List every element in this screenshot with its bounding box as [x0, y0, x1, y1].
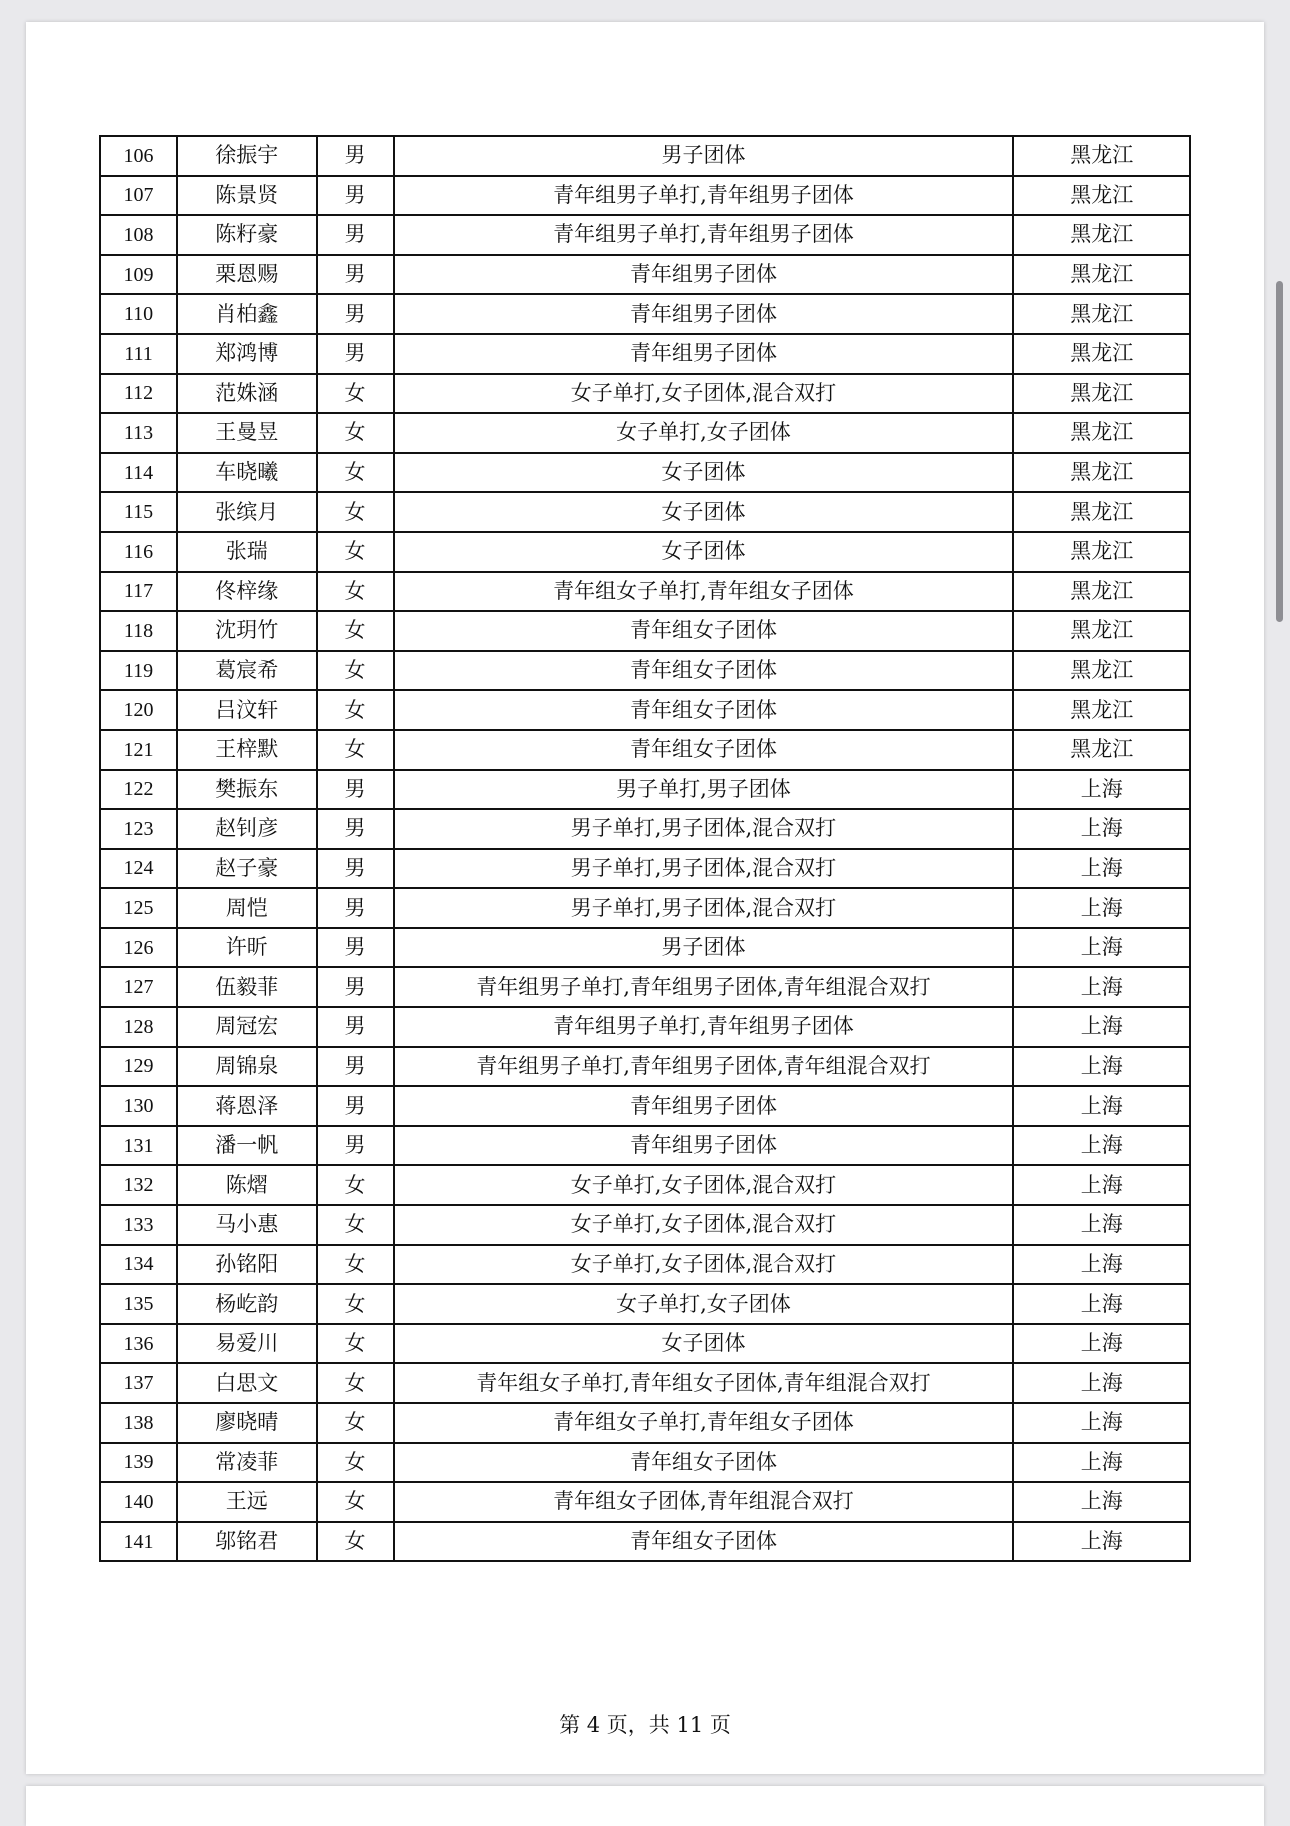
cell-name: 郑鸿博	[177, 334, 317, 374]
vertical-scrollbar[interactable]	[1276, 281, 1283, 622]
table-row	[100, 770, 1190, 810]
table-row	[100, 1403, 1190, 1443]
table-row	[100, 888, 1190, 928]
cell-number: 134	[100, 1245, 177, 1285]
cell-name: 杨屹韵	[177, 1284, 317, 1324]
cell-gender: 女	[317, 1403, 394, 1443]
cell-number: 119	[100, 651, 177, 691]
cell-gender: 男	[317, 215, 394, 255]
table-row	[100, 374, 1190, 414]
cell-gender: 男	[317, 294, 394, 334]
table-row	[100, 1522, 1190, 1562]
cell-gender: 女	[317, 1165, 394, 1205]
cell-events: 女子单打,女子团体,混合双打	[394, 374, 1014, 414]
cell-name: 肖柏鑫	[177, 294, 317, 334]
cell-events: 女子团体	[394, 492, 1014, 532]
cell-name: 陈籽豪	[177, 215, 317, 255]
cell-name: 许昕	[177, 928, 317, 968]
cell-region: 黑龙江	[1013, 651, 1190, 691]
cell-gender: 女	[317, 1324, 394, 1364]
cell-events: 男子单打,男子团体,混合双打	[394, 849, 1014, 889]
cell-events: 青年组男子单打,青年组男子团体,青年组混合双打	[394, 967, 1014, 1007]
cell-events: 青年组女子团体	[394, 1443, 1014, 1483]
cell-gender: 男	[317, 255, 394, 295]
cell-events: 青年组女子单打,青年组女子团体	[394, 1403, 1014, 1443]
cell-name: 樊振东	[177, 770, 317, 810]
table-row	[100, 1245, 1190, 1285]
table-row	[100, 1363, 1190, 1403]
cell-region: 上海	[1013, 1245, 1190, 1285]
cell-number: 133	[100, 1205, 177, 1245]
cell-number: 106	[100, 136, 177, 176]
cell-number: 135	[100, 1284, 177, 1324]
cell-region: 上海	[1013, 1482, 1190, 1522]
cell-number: 107	[100, 176, 177, 216]
cell-events: 青年组男子团体	[394, 255, 1014, 295]
table-row	[100, 928, 1190, 968]
cell-name: 蒋恩泽	[177, 1086, 317, 1126]
cell-region: 黑龙江	[1013, 611, 1190, 651]
cell-events: 青年组女子单打,青年组女子团体	[394, 572, 1014, 612]
cell-gender: 男	[317, 770, 394, 810]
cell-name: 张缤月	[177, 492, 317, 532]
table-row	[100, 611, 1190, 651]
cell-number: 110	[100, 294, 177, 334]
cell-region: 上海	[1013, 1403, 1190, 1443]
cell-region: 上海	[1013, 849, 1190, 889]
cell-region: 上海	[1013, 1165, 1190, 1205]
cell-region: 黑龙江	[1013, 492, 1190, 532]
cell-name: 赵钊彦	[177, 809, 317, 849]
table-row	[100, 1284, 1190, 1324]
cell-number: 131	[100, 1126, 177, 1166]
table-row	[100, 1047, 1190, 1087]
cell-events: 青年组女子团体	[394, 611, 1014, 651]
cell-region: 黑龙江	[1013, 532, 1190, 572]
cell-events: 青年组男子单打,青年组男子团体	[394, 215, 1014, 255]
cell-events: 青年组男子单打,青年组男子团体	[394, 176, 1014, 216]
cell-gender: 女	[317, 651, 394, 691]
cell-region: 黑龙江	[1013, 136, 1190, 176]
cell-region: 黑龙江	[1013, 215, 1190, 255]
cell-region: 上海	[1013, 770, 1190, 810]
cell-number: 109	[100, 255, 177, 295]
cell-name: 易爱川	[177, 1324, 317, 1364]
cell-number: 114	[100, 453, 177, 493]
cell-number: 128	[100, 1007, 177, 1047]
cell-gender: 女	[317, 1245, 394, 1285]
cell-gender: 男	[317, 967, 394, 1007]
cell-gender: 女	[317, 611, 394, 651]
cell-gender: 女	[317, 492, 394, 532]
cell-region: 上海	[1013, 1205, 1190, 1245]
cell-number: 139	[100, 1443, 177, 1483]
cell-name: 陈熠	[177, 1165, 317, 1205]
cell-region: 上海	[1013, 1047, 1190, 1087]
cell-gender: 女	[317, 374, 394, 414]
table-row	[100, 1165, 1190, 1205]
table-row	[100, 1086, 1190, 1126]
table-row	[100, 1443, 1190, 1483]
cell-events: 男子团体	[394, 928, 1014, 968]
cell-name: 周锦泉	[177, 1047, 317, 1087]
cell-events: 青年组女子团体	[394, 730, 1014, 770]
cell-gender: 女	[317, 413, 394, 453]
cell-number: 124	[100, 849, 177, 889]
cell-region: 黑龙江	[1013, 413, 1190, 453]
cell-region: 上海	[1013, 1007, 1190, 1047]
cell-number: 116	[100, 532, 177, 572]
cell-region: 上海	[1013, 928, 1190, 968]
cell-name: 徐振宇	[177, 136, 317, 176]
cell-number: 113	[100, 413, 177, 453]
cell-name: 吕汶轩	[177, 690, 317, 730]
cell-events: 青年组女子单打,青年组女子团体,青年组混合双打	[394, 1363, 1014, 1403]
cell-gender: 男	[317, 334, 394, 374]
cell-events: 青年组男子团体	[394, 294, 1014, 334]
cell-gender: 男	[317, 1007, 394, 1047]
next-page-edge	[26, 1786, 1264, 1826]
cell-region: 黑龙江	[1013, 690, 1190, 730]
cell-events: 青年组女子团体	[394, 690, 1014, 730]
table-row	[100, 651, 1190, 691]
cell-name: 孙铭阳	[177, 1245, 317, 1285]
cell-name: 邬铭君	[177, 1522, 317, 1562]
cell-name: 潘一帆	[177, 1126, 317, 1166]
cell-events: 青年组女子团体,青年组混合双打	[394, 1482, 1014, 1522]
cell-gender: 女	[317, 1205, 394, 1245]
cell-region: 上海	[1013, 1086, 1190, 1126]
cell-name: 王梓默	[177, 730, 317, 770]
cell-number: 129	[100, 1047, 177, 1087]
table-row	[100, 492, 1190, 532]
athlete-table	[99, 135, 1191, 1562]
cell-name: 马小惠	[177, 1205, 317, 1245]
cell-name: 王曼昱	[177, 413, 317, 453]
cell-region: 黑龙江	[1013, 453, 1190, 493]
cell-name: 车晓曦	[177, 453, 317, 493]
table-row	[100, 967, 1190, 1007]
cell-number: 136	[100, 1324, 177, 1364]
cell-events: 青年组男子单打,青年组男子团体	[394, 1007, 1014, 1047]
table-row	[100, 730, 1190, 770]
cell-number: 125	[100, 888, 177, 928]
cell-name: 张瑞	[177, 532, 317, 572]
cell-number: 126	[100, 928, 177, 968]
cell-name: 伍毅菲	[177, 967, 317, 1007]
cell-number: 115	[100, 492, 177, 532]
cell-region: 黑龙江	[1013, 255, 1190, 295]
cell-events: 女子单打,女子团体	[394, 413, 1014, 453]
table-row	[100, 1126, 1190, 1166]
cell-events: 青年组男子团体	[394, 1126, 1014, 1166]
cell-region: 上海	[1013, 888, 1190, 928]
cell-name: 葛宸希	[177, 651, 317, 691]
cell-gender: 女	[317, 1482, 394, 1522]
table-row	[100, 255, 1190, 295]
table-row	[100, 849, 1190, 889]
table-row	[100, 215, 1190, 255]
cell-name: 佟梓缘	[177, 572, 317, 612]
cell-gender: 男	[317, 809, 394, 849]
cell-gender: 男	[317, 1047, 394, 1087]
cell-name: 周恺	[177, 888, 317, 928]
cell-events: 女子团体	[394, 532, 1014, 572]
table-row	[100, 1007, 1190, 1047]
table-row	[100, 809, 1190, 849]
table-row	[100, 690, 1190, 730]
table-row	[100, 413, 1190, 453]
cell-region: 黑龙江	[1013, 334, 1190, 374]
cell-name: 王远	[177, 1482, 317, 1522]
cell-events: 男子单打,男子团体	[394, 770, 1014, 810]
table-row	[100, 1205, 1190, 1245]
cell-number: 140	[100, 1482, 177, 1522]
cell-number: 122	[100, 770, 177, 810]
cell-number: 118	[100, 611, 177, 651]
table-row	[100, 532, 1190, 572]
cell-gender: 女	[317, 1363, 394, 1403]
page-number-footer: 第 4 页，共 11 页	[559, 1713, 731, 1737]
cell-gender: 男	[317, 849, 394, 889]
table-row	[100, 136, 1190, 176]
cell-name: 白思文	[177, 1363, 317, 1403]
cell-number: 111	[100, 334, 177, 374]
cell-gender: 女	[317, 453, 394, 493]
cell-region: 上海	[1013, 1284, 1190, 1324]
cell-region: 上海	[1013, 967, 1190, 1007]
cell-events: 男子单打,男子团体,混合双打	[394, 809, 1014, 849]
cell-gender: 男	[317, 928, 394, 968]
table-row	[100, 453, 1190, 493]
cell-region: 黑龙江	[1013, 374, 1190, 414]
cell-region: 黑龙江	[1013, 730, 1190, 770]
cell-number: 112	[100, 374, 177, 414]
athlete-table-body	[100, 136, 1190, 1561]
cell-number: 121	[100, 730, 177, 770]
cell-number: 132	[100, 1165, 177, 1205]
cell-name: 赵子豪	[177, 849, 317, 889]
cell-number: 141	[100, 1522, 177, 1562]
cell-gender: 女	[317, 690, 394, 730]
cell-events: 女子团体	[394, 1324, 1014, 1364]
cell-name: 常凌菲	[177, 1443, 317, 1483]
cell-name: 周冠宏	[177, 1007, 317, 1047]
cell-region: 上海	[1013, 1324, 1190, 1364]
cell-gender: 男	[317, 1086, 394, 1126]
cell-events: 青年组女子团体	[394, 1522, 1014, 1562]
cell-number: 127	[100, 967, 177, 1007]
table-row	[100, 572, 1190, 612]
cell-gender: 男	[317, 1126, 394, 1166]
cell-events: 男子单打,男子团体,混合双打	[394, 888, 1014, 928]
cell-number: 120	[100, 690, 177, 730]
cell-gender: 女	[317, 1284, 394, 1324]
cell-name: 陈景贤	[177, 176, 317, 216]
cell-region: 黑龙江	[1013, 176, 1190, 216]
cell-events: 男子团体	[394, 136, 1014, 176]
table-row	[100, 294, 1190, 334]
table-row	[100, 1324, 1190, 1364]
cell-gender: 女	[317, 532, 394, 572]
cell-events: 女子团体	[394, 453, 1014, 493]
cell-region: 黑龙江	[1013, 294, 1190, 334]
cell-gender: 男	[317, 888, 394, 928]
cell-gender: 男	[317, 136, 394, 176]
cell-events: 女子单打,女子团体	[394, 1284, 1014, 1324]
cell-number: 117	[100, 572, 177, 612]
document-page	[26, 22, 1264, 1774]
table-row	[100, 176, 1190, 216]
cell-name: 栗恩赐	[177, 255, 317, 295]
cell-events: 女子单打,女子团体,混合双打	[394, 1245, 1014, 1285]
cell-number: 108	[100, 215, 177, 255]
cell-events: 青年组女子团体	[394, 651, 1014, 691]
cell-number: 138	[100, 1403, 177, 1443]
cell-gender: 女	[317, 1522, 394, 1562]
cell-name: 范姝涵	[177, 374, 317, 414]
cell-number: 123	[100, 809, 177, 849]
cell-region: 上海	[1013, 1363, 1190, 1403]
cell-events: 青年组男子单打,青年组男子团体,青年组混合双打	[394, 1047, 1014, 1087]
cell-region: 上海	[1013, 1522, 1190, 1562]
cell-events: 女子单打,女子团体,混合双打	[394, 1205, 1014, 1245]
cell-name: 沈玥竹	[177, 611, 317, 651]
table-row	[100, 1482, 1190, 1522]
cell-events: 青年组男子团体	[394, 1086, 1014, 1126]
cell-number: 137	[100, 1363, 177, 1403]
cell-name: 廖晓晴	[177, 1403, 317, 1443]
cell-region: 上海	[1013, 809, 1190, 849]
cell-number: 130	[100, 1086, 177, 1126]
cell-region: 上海	[1013, 1126, 1190, 1166]
cell-gender: 女	[317, 572, 394, 612]
cell-region: 上海	[1013, 1443, 1190, 1483]
cell-gender: 男	[317, 176, 394, 216]
cell-gender: 女	[317, 1443, 394, 1483]
cell-events: 女子单打,女子团体,混合双打	[394, 1165, 1014, 1205]
cell-region: 黑龙江	[1013, 572, 1190, 612]
cell-events: 青年组男子团体	[394, 334, 1014, 374]
cell-gender: 女	[317, 730, 394, 770]
table-row	[100, 334, 1190, 374]
